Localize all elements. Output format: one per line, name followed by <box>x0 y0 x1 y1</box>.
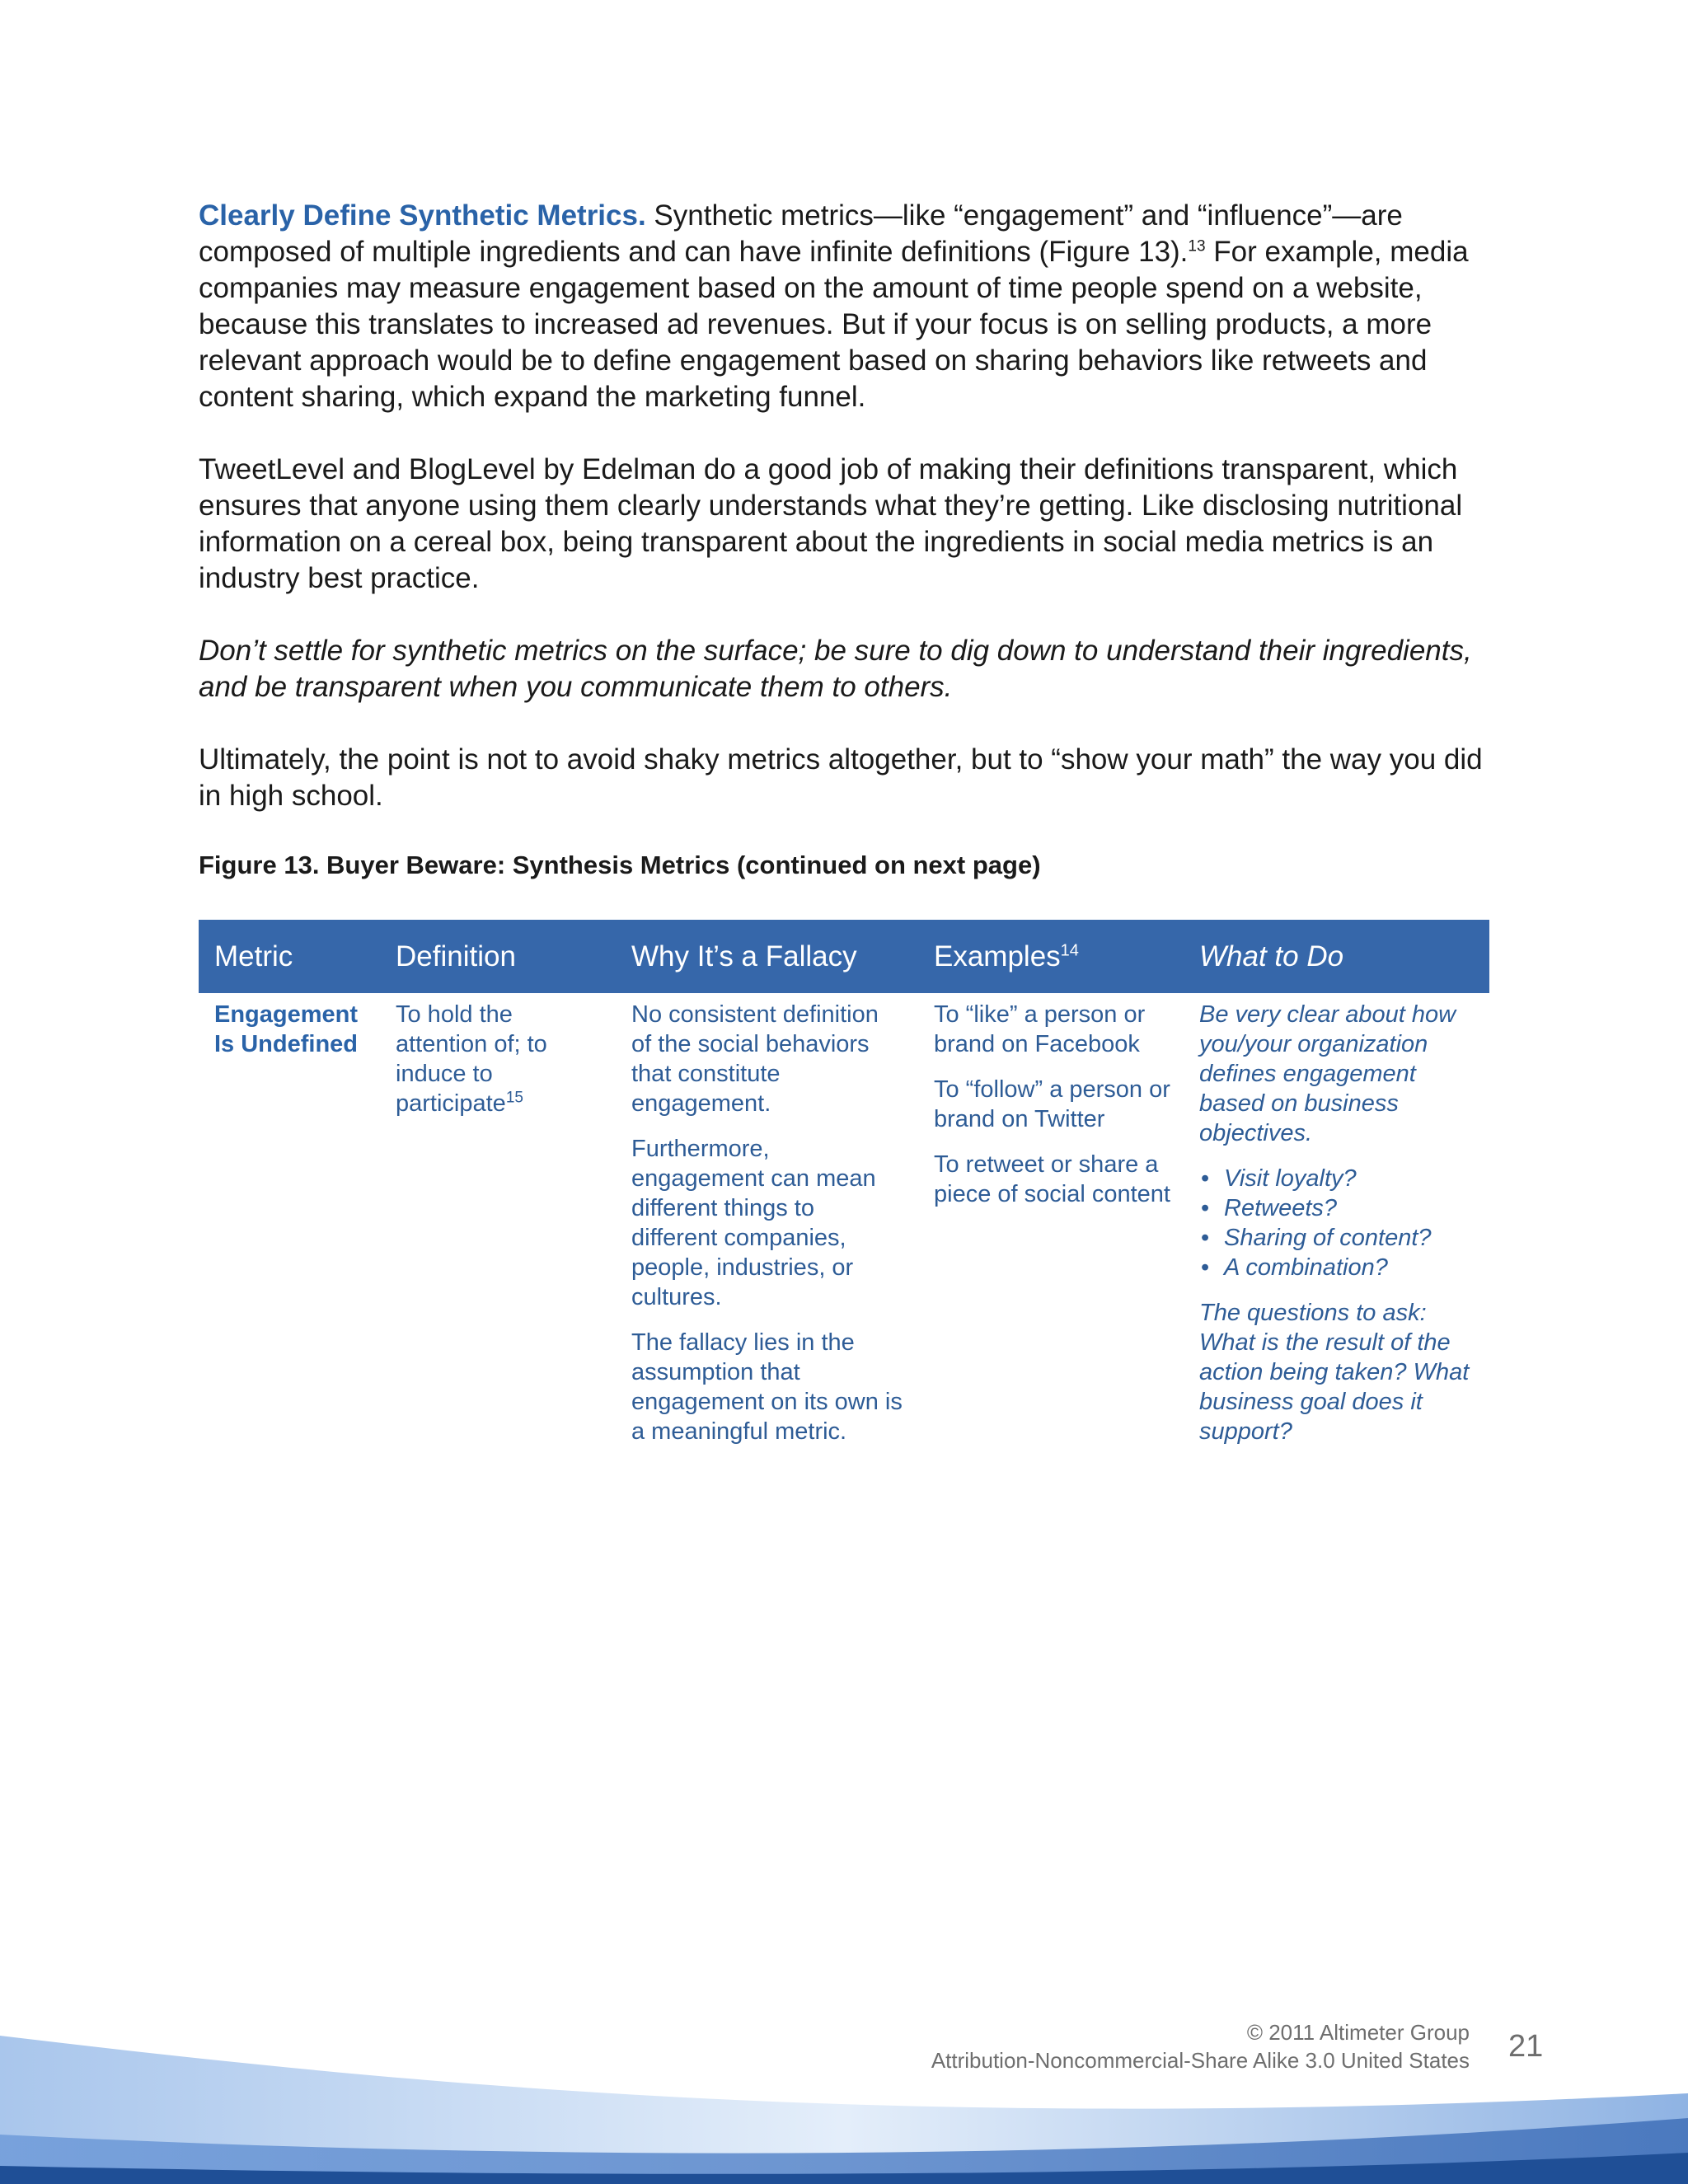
fallacy-paragraph: The fallacy lies in the assumption that engagement on its own is a meaningful metric. <box>631 1329 903 1445</box>
example-item: To “like” a person or brand on Facebook <box>934 1001 1146 1057</box>
definition-text: To hold the attention of; to induce to participate <box>396 1001 547 1117</box>
header-fallacy: Why It’s a Fallacy <box>616 920 918 993</box>
figure-caption: Figure 13. Buyer Beware: Synthesis Metrics (continued on next page) <box>199 851 1041 879</box>
header-examples <box>918 920 1184 993</box>
page-number: 21 <box>1508 2029 1544 2064</box>
header-examples-label: Examples <box>934 940 1061 972</box>
example-item: To retweet or share a piece of social content <box>934 1151 1170 1207</box>
paragraph-synthetic-metrics <box>199 198 1489 415</box>
cell-definition <box>380 993 616 1474</box>
paragraph-show-your-math: Ultimately, the point is not to avoid shaky metrics altogether, but to “show your math” the way you did in high school. <box>199 743 1483 812</box>
table-row <box>199 993 1489 1474</box>
todo-bullet: • Sharing of content? <box>1199 1223 1476 1253</box>
footnote-ref-13: 13 <box>1188 237 1206 255</box>
paragraph-tweetlevel: TweetLevel and BlogLevel by Edelman do a good job of making their definitions transparent, which ensures that anyone using them clearly understands what they’re getting. Like disclosing nutritional information on a cereal box, being transparent about the ingredients in social media metrics is an industry best practice. <box>199 453 1463 594</box>
fallacy-paragraph: Furthermore, engagement can mean different things to different companies, people, industries, or cultures. <box>631 1136 876 1310</box>
paragraph-italic-advice: Don’t settle for synthetic metrics on the surface; be sure to dig down to understand their ingredients, and be transparent when you communicate them to others. <box>199 635 1472 703</box>
cell-fallacy <box>616 993 918 1474</box>
todo-intro: Be very clear about how you/your organization defines engagement based on business objectives. <box>1199 1001 1456 1146</box>
cell-metric: Engagement Is Undefined <box>214 1001 359 1057</box>
header-metric: Metric <box>199 920 380 993</box>
fallacy-paragraph: No consistent definition of the social behaviors that constitute engagement. <box>631 1001 879 1117</box>
example-item: To “follow” a person or brand on Twitter <box>934 1076 1170 1132</box>
paragraph-text: For example, media companies may measure engagement based on the amount of time people spend on a website, because this translates to increased ad revenues. But if your focus is on selling products, a more relevant approach would be to define engagement based on sharing behaviors like retweets and content sharing, which expand the marketing funnel. <box>199 236 1469 413</box>
paragraph-text: Synthetic metrics—like “engagement” and “influence”—are composed of multiple ingredients and can have infinite definitions (Figure 13). <box>199 199 1403 268</box>
footnote-ref-15: 15 <box>505 1089 523 1107</box>
header-what-to-do: What to Do <box>1184 920 1489 993</box>
header-definition: Definition <box>380 920 616 993</box>
todo-bullet: • Retweets? <box>1199 1193 1476 1223</box>
buyer-beware-table <box>199 920 1489 1474</box>
footer-license: Attribution-Noncommercial-Share Alike 3.0 United States <box>931 2048 1470 2073</box>
todo-bullet-list <box>1199 1164 1476 1282</box>
todo-bullet: • Visit loyalty? <box>1199 1164 1476 1193</box>
cell-what-to-do <box>1184 993 1489 1474</box>
footer-copyright: © 2011 Altimeter Group <box>1246 2020 1470 2045</box>
todo-outro: The questions to ask: What is the result of the action being taken? What business goal does it support? <box>1199 1300 1470 1445</box>
footnote-ref-14: 14 <box>1060 940 1079 959</box>
document-body <box>199 198 1489 880</box>
table-header-row <box>199 920 1489 993</box>
paragraph-lead-heading: Clearly Define Synthetic Metrics. <box>199 199 646 232</box>
footer-credits <box>931 2018 1470 2074</box>
todo-bullet: • A combination? <box>1199 1253 1476 1282</box>
cell-examples <box>918 993 1184 1474</box>
